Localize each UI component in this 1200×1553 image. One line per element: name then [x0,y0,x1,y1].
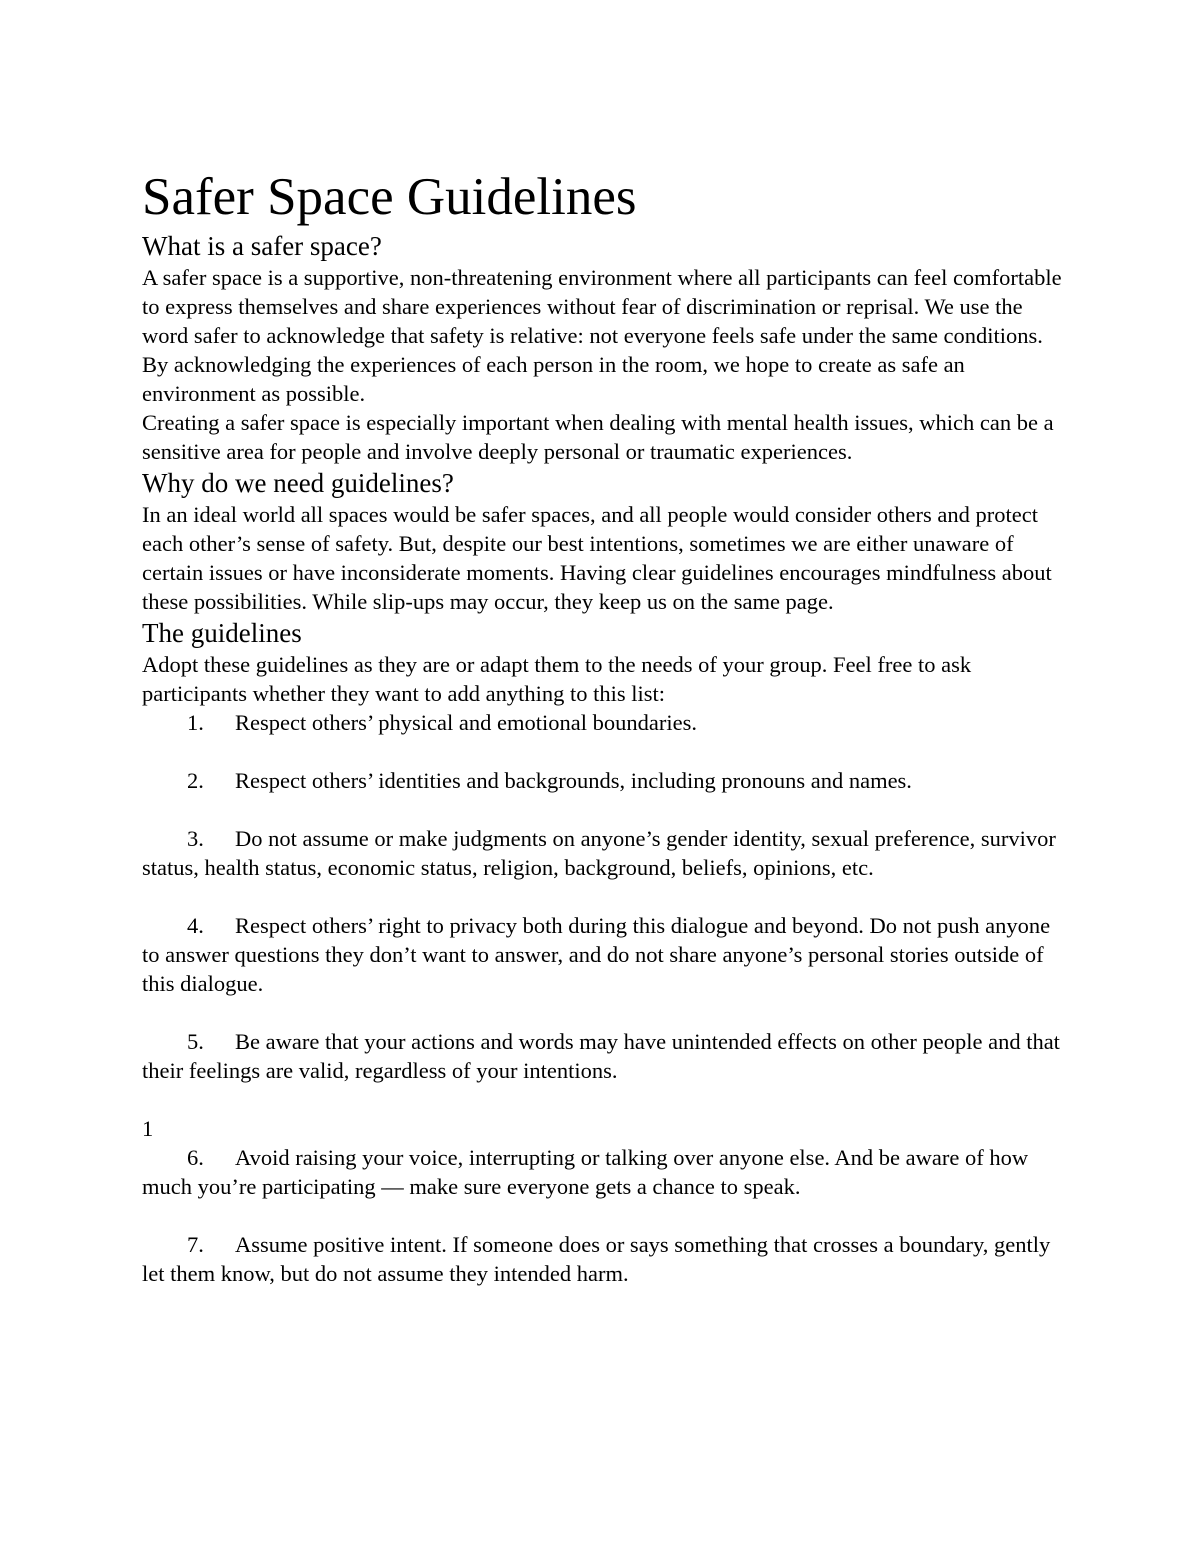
list-item [142,824,1062,882]
list-item [142,1143,1062,1201]
section-heading-safer-space: What is a safer space? [142,231,382,261]
list-number: 5. [187,1029,204,1054]
list-item [142,1027,1062,1085]
list-text: Respect others’ physical and emotional boundaries. [235,710,697,735]
list-item [142,708,1062,737]
page-number: 1 [142,1116,154,1141]
paragraph-safer-space-definition: A safer space is a supportive, non-threatening environment where all participants can feel comfortable to express themselves and share experiences without fear of discrimination or reprisal. We use the word safer to acknowledge that safety is relative: not everyone feels safe under the same conditions. By acknowledging the experiences of each person in the room, we hope to create as safe an environment as possible. [142,265,1062,406]
section-heading-the-guidelines: The guidelines [142,618,302,648]
list-number: 6. [187,1145,204,1170]
list-text: Respect others’ identities and backgrounds, including pronouns and names. [235,768,912,793]
list-number: 7. [187,1232,204,1257]
paragraph-why-guidelines: In an ideal world all spaces would be safer spaces, and all people would consider others and protect each other’s sense of safety. But, despite our best intentions, sometimes we are either unaware of certain issues or have inconsiderate moments. Having clear guidelines encourages mindfulness about these possibilities. While slip-ups may occur, they keep us on the same page. [142,502,1052,614]
document-page [142,165,1062,1288]
list-text: Be aware that your actions and words may have unintended effects on other people and that their feelings are valid, regardless of your intentions. [142,1029,1060,1083]
guidelines-list [142,708,1062,1288]
list-text: Do not assume or make judgments on anyone’s gender identity, sexual preference, survivor status, health status, economic status, religion, background, beliefs, opinions, etc. [142,826,1056,880]
list-item [142,911,1062,998]
list-number: 1. [187,710,204,735]
list-number: 2. [187,768,204,793]
list-number: 3. [187,826,204,851]
list-text: Respect others’ right to privacy both during this dialogue and beyond. Do not push anyone to answer questions they don’t want to answer, and do not share anyone’s personal stories outside of this dialogue. [142,913,1051,996]
document-title: Safer Space Guidelines [142,168,637,226]
list-text: Avoid raising your voice, interrupting or talking over anyone else. And be aware of how much you’re participating — make sure everyone gets a chance to speak. [142,1145,1029,1199]
paragraph-adopt-guidelines: Adopt these guidelines as they are or adapt them to the needs of your group. Feel free to ask participants whether they want to add anything to this list: [142,652,972,706]
list-number: 4. [187,913,204,938]
list-text: Assume positive intent. If someone does or says something that crosses a boundary, gently let them know, but do not assume they intended harm. [142,1232,1051,1286]
section-heading-why-guidelines: Why do we need guidelines? [142,468,454,498]
list-item [142,766,1062,795]
list-item [142,1230,1062,1288]
paragraph-mental-health: Creating a safer space is especially important when dealing with mental health issues, which can be a sensitive area for people and involve deeply personal or traumatic experiences. [142,410,1054,464]
